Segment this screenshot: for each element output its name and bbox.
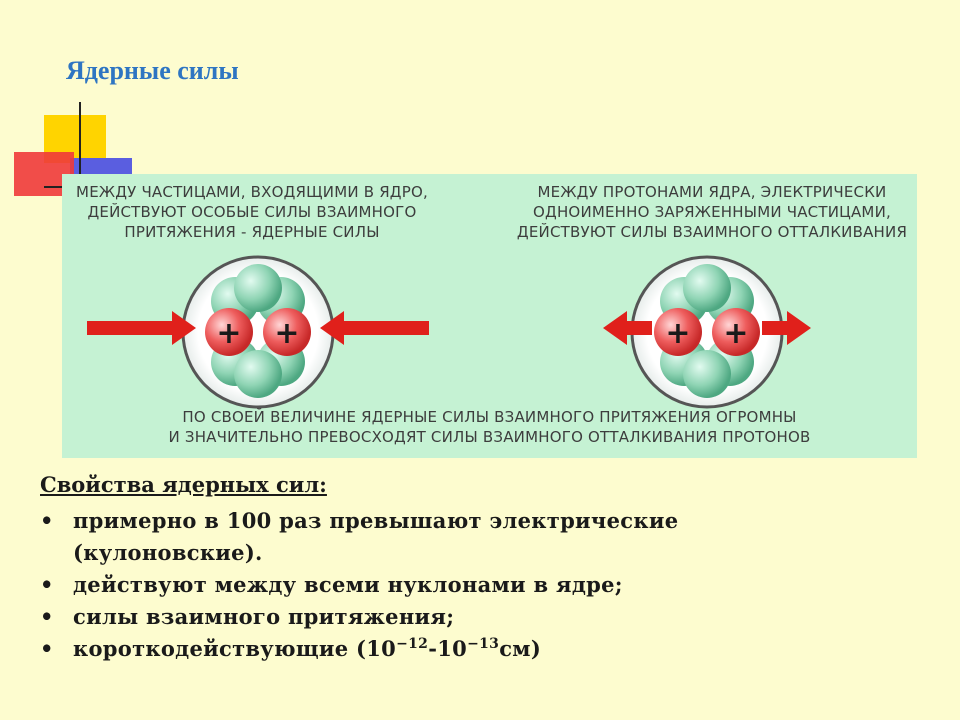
plus-sign: +	[274, 316, 300, 351]
properties-list	[40, 505, 930, 665]
properties-heading: Свойства ядерных сил:	[40, 472, 327, 497]
neutron	[683, 350, 731, 398]
properties-section	[40, 472, 930, 665]
repulsion-caption: МЕЖДУ ПРОТОНАМИ ЯДРА, ЭЛЕКТРИЧЕСКИ ОДНОИМЕННО ЗАРЯЖЕННЫМИ ЧАСТИЦАМИ, ДЕЙСТВУЮТ СИЛЫ ВЗАИМНОГО ОТТАЛКИВАНИЯ	[516, 183, 908, 241]
nuclear-forces-figure	[62, 174, 917, 458]
right-nucleus	[632, 257, 782, 407]
neutron	[234, 350, 282, 398]
list-item: • примерно в 100 раз превышают электрические (кулоновские).	[40, 505, 930, 569]
arrow-left-icon	[320, 311, 429, 345]
neutron	[234, 264, 282, 312]
plus-sign: +	[216, 316, 242, 351]
page-title: Ядерные силы	[66, 56, 239, 85]
plus-sign: +	[723, 316, 749, 351]
list-item: • короткодействующие $(10^{-12}-10^{-13}см)$	[40, 633, 930, 665]
arrow-right-icon	[87, 311, 196, 345]
attraction-caption: МЕЖДУ ЧАСТИЦАМИ, ВХОДЯЩИМИ В ЯДРО, ДЕЙСТВУЮТ ОСОБЫЕ СИЛЫ ВЗАИМНОГО ПРИТЯЖЕНИЯ - ЯДЕРНЫЕ СИЛЫ	[76, 183, 428, 241]
list-item: • действуют между всеми нуклонами в ядре;	[40, 569, 930, 601]
left-nucleus	[183, 257, 333, 407]
list-item: • силы взаимного притяжения;	[40, 601, 930, 633]
plus-sign: +	[665, 316, 691, 351]
comparison-caption: ПО СВОЕЙ ВЕЛИЧИНЕ ЯДЕРНЫЕ СИЛЫ ВЗАИМНОГО ПРИТЯЖЕНИЯ ОГРОМНЫ И ЗНАЧИТЕЛЬНО ПРЕВОСХОДЯТ СИЛЫ ВЗАИМНОГО ОТТАЛКИВАНИЯ ПРОТОНОВ	[168, 408, 811, 446]
neutron	[683, 264, 731, 312]
